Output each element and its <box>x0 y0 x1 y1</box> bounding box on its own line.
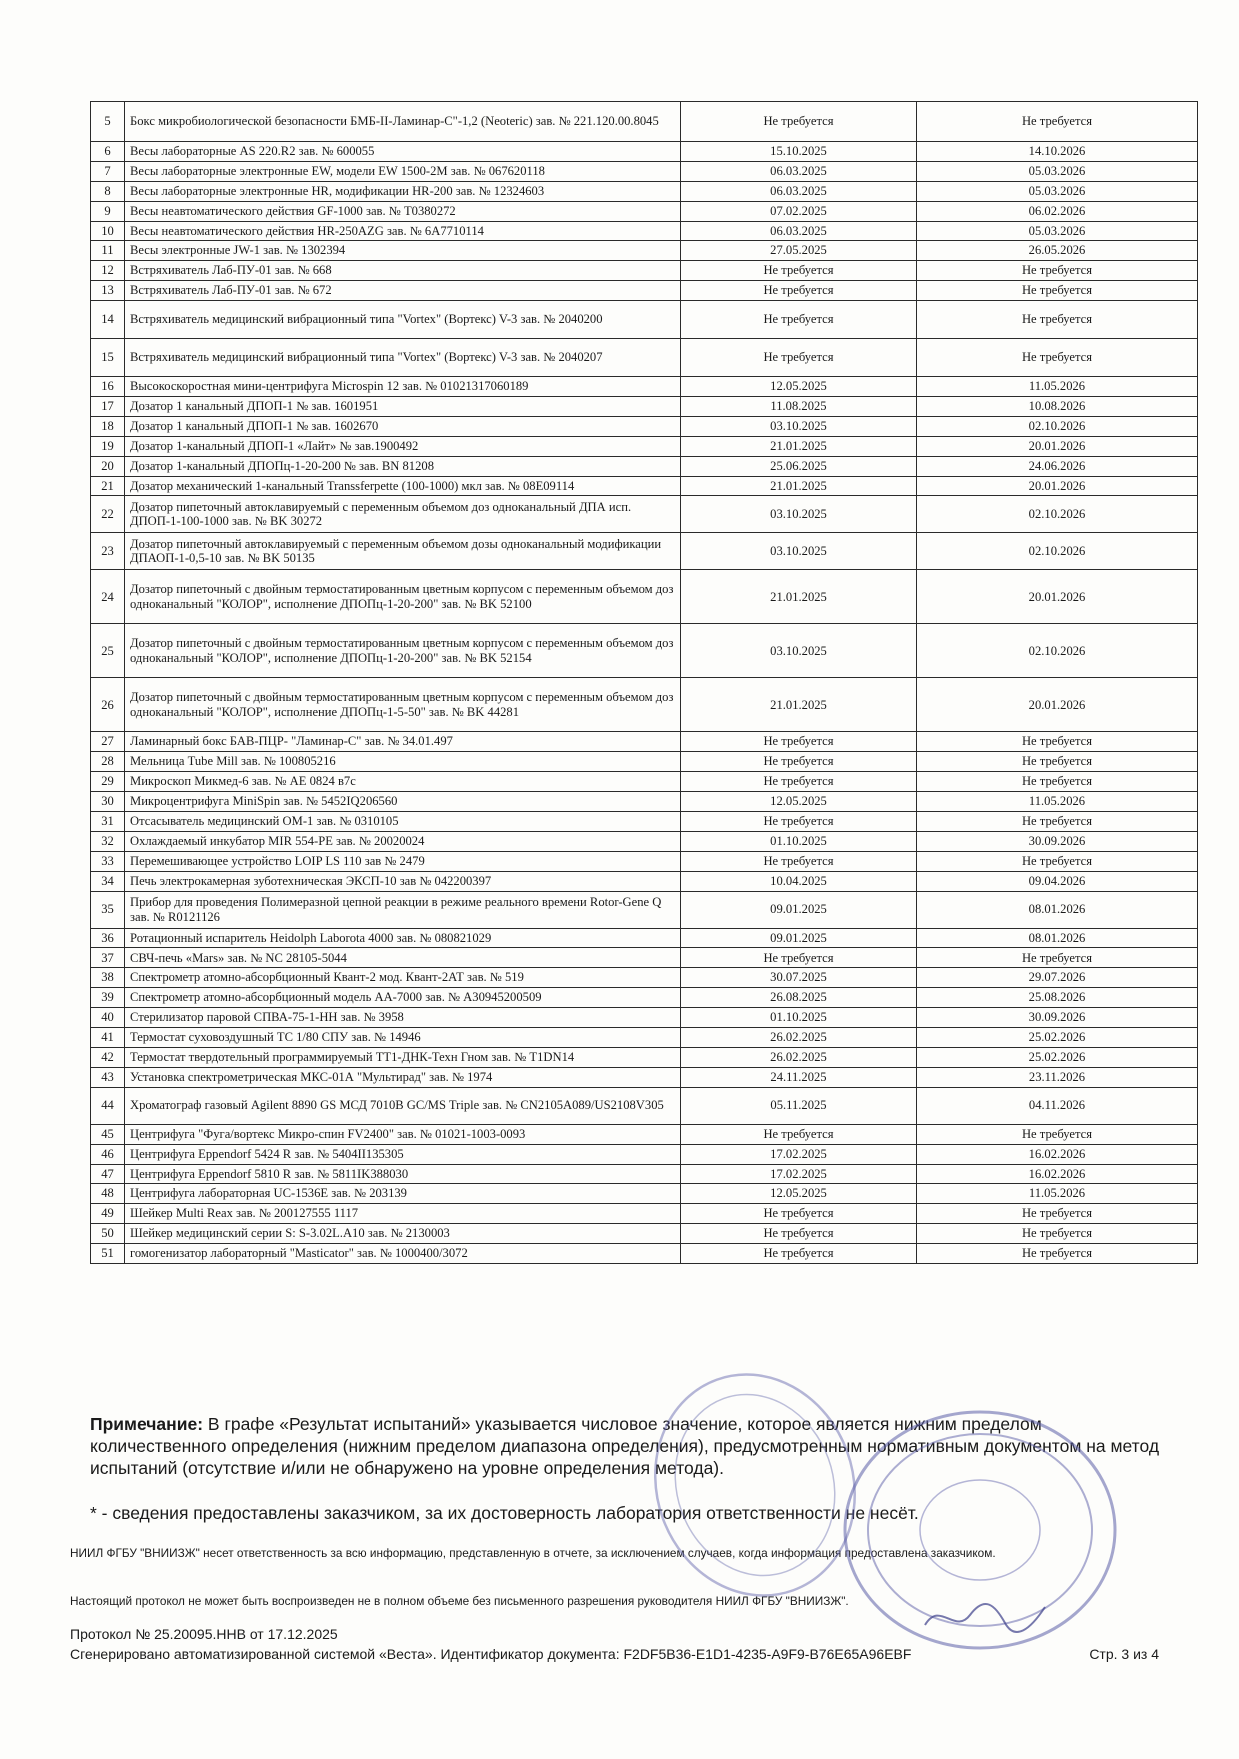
reproduction-disclaimer: Настоящий протокол не может быть воспроизведен не в полном объеме без письменного разрешения руководителя НИИЛ ФГБУ "ВНИИЗЖ". <box>70 1594 849 1608</box>
equipment-name: Охлаждаемый инкубатор MIR 554-PE зав. № 20020024 <box>125 831 681 851</box>
verification-date: 12.05.2025 <box>681 1184 917 1204</box>
row-number: 47 <box>91 1164 125 1184</box>
valid-until-date: 20.01.2026 <box>917 570 1198 624</box>
valid-until-date: Не требуется <box>917 812 1198 832</box>
valid-until-date: 08.01.2026 <box>917 891 1198 928</box>
verification-date: Не требуется <box>681 281 917 301</box>
equipment-name: Спектрометр атомно-абсорбционный модель AA-7000 зав. № A30945200509 <box>125 988 681 1008</box>
row-number: 32 <box>91 831 125 851</box>
table-row <box>91 142 1198 162</box>
table-row <box>91 792 1198 812</box>
row-number: 50 <box>91 1224 125 1244</box>
row-number: 15 <box>91 339 125 377</box>
row-number: 12 <box>91 261 125 281</box>
generated-by: Сгенерировано автоматизированной системой «Веста». Идентификатор документа: F2DF5B36-E1D1-4235-A9F9-B76E65A96EBF <box>70 1646 912 1662</box>
row-number: 20 <box>91 456 125 476</box>
equipment-name: Встряхиватель медицинский вибрационный типа "Vortex" (Вортекс) V-3 зав. № 2040207 <box>125 339 681 377</box>
verification-date: 06.03.2025 <box>681 221 917 241</box>
table-row <box>91 891 1198 928</box>
table-row <box>91 570 1198 624</box>
verification-date: Не требуется <box>681 948 917 968</box>
verification-date: Не требуется <box>681 301 917 339</box>
note-text: В графе «Результат испытаний» указывается числовое значение, которое является нижним пределом количественного определения (нижним пределом диапазона определения), предусмотренным нормативным документом на метод испытаний (отсутствие и/или не обнаружено на уровне определения метода). <box>90 1414 1160 1479</box>
table-row <box>91 1008 1198 1028</box>
table-row <box>91 261 1198 281</box>
verification-date: 03.10.2025 <box>681 416 917 436</box>
equipment-name: Установка спектрометрическая МКС-01А "Мультирад" зав. № 1974 <box>125 1067 681 1087</box>
row-number: 42 <box>91 1047 125 1067</box>
row-number: 45 <box>91 1124 125 1144</box>
equipment-name: гомогенизатор лабораторный "Masticator" зав. № 1000400/3072 <box>125 1244 681 1264</box>
equipment-name: Центрифуга лабораторная UC-1536E зав. № 203139 <box>125 1184 681 1204</box>
row-number: 43 <box>91 1067 125 1087</box>
row-number: 21 <box>91 476 125 496</box>
table-row <box>91 871 1198 891</box>
responsibility-disclaimer: НИИЛ ФГБУ "ВНИИЗЖ" несет ответственность за всю информацию, представленную в отчете, за исключением случаев, когда информация предоставлена заказчиком. <box>70 1546 996 1560</box>
row-number: 10 <box>91 221 125 241</box>
valid-until-date: 11.05.2026 <box>917 377 1198 397</box>
table-row <box>91 851 1198 871</box>
valid-until-date: 09.04.2026 <box>917 871 1198 891</box>
valid-until-date: 02.10.2026 <box>917 496 1198 533</box>
verification-date: 21.01.2025 <box>681 476 917 496</box>
valid-until-date: 05.03.2026 <box>917 161 1198 181</box>
valid-until-date: Не требуется <box>917 1244 1198 1264</box>
verification-date: 01.10.2025 <box>681 831 917 851</box>
equipment-name: Дозатор пипеточный с двойным термостатированным цветным корпусом с переменным объемом доз одноканальный "КОЛОР", исполнение ДПОПц-1-20-200" зав. № BK 52100 <box>125 570 681 624</box>
equipment-name: Шейкер Multi Reax зав. № 200127555 1117 <box>125 1204 681 1224</box>
table-row <box>91 928 1198 948</box>
row-number: 37 <box>91 948 125 968</box>
valid-until-date: Не требуется <box>917 1204 1198 1224</box>
valid-until-date: 25.08.2026 <box>917 988 1198 1008</box>
verification-date: Не требуется <box>681 851 917 871</box>
table-row <box>91 201 1198 221</box>
row-number: 44 <box>91 1087 125 1124</box>
row-number: 19 <box>91 436 125 456</box>
equipment-name: Ламинарный бокс БАВ-ПЦР- "Ламинар-С" зав. № 34.01.497 <box>125 732 681 752</box>
table-row <box>91 161 1198 181</box>
verification-date: Не требуется <box>681 772 917 792</box>
table-row <box>91 1124 1198 1144</box>
equipment-name: Шейкер медицинский серии S: S-3.02L.A10 зав. № 2130003 <box>125 1224 681 1244</box>
table-row <box>91 1087 1198 1124</box>
table-row <box>91 1224 1198 1244</box>
customer-note: * - сведения предоставлены заказчиком, за их достоверность лаборатория ответственности не несёт. <box>90 1503 919 1523</box>
valid-until-date: 08.01.2026 <box>917 928 1198 948</box>
valid-until-date: Не требуется <box>917 281 1198 301</box>
verification-date: Не требуется <box>681 812 917 832</box>
row-number: 16 <box>91 377 125 397</box>
equipment-name: Бокс микробиологической безопасности БМБ-II-Ламинар-С"-1,2 (Neoteric) зав. № 221.120.00.8045 <box>125 102 681 142</box>
valid-until-date: 30.09.2026 <box>917 1008 1198 1028</box>
verification-date: Не требуется <box>681 339 917 377</box>
row-number: 31 <box>91 812 125 832</box>
verification-date: 01.10.2025 <box>681 1008 917 1028</box>
verification-date: 09.01.2025 <box>681 928 917 948</box>
row-number: 14 <box>91 301 125 339</box>
table-row <box>91 948 1198 968</box>
table-row <box>91 496 1198 533</box>
table-row <box>91 377 1198 397</box>
equipment-name: Печь электрокамерная зуботехническая ЭКСП-10 зав № 042200397 <box>125 871 681 891</box>
equipment-name: Дозатор пипеточный автоклавируемый с переменным объемом дозы одноканальный модификации ДПАОП-1-0,5-10 зав. № BK 50135 <box>125 533 681 570</box>
lab-seal-icon <box>640 1360 870 1610</box>
row-number: 22 <box>91 496 125 533</box>
row-number: 49 <box>91 1204 125 1224</box>
table-row <box>91 678 1198 732</box>
table-row <box>91 416 1198 436</box>
equipment-name: Микроцентрифуга MiniSpin зав. № 5452IQ206560 <box>125 792 681 812</box>
valid-until-date: 10.08.2026 <box>917 397 1198 417</box>
valid-until-date: 02.10.2026 <box>917 533 1198 570</box>
verification-date: 11.08.2025 <box>681 397 917 417</box>
valid-until-date: 16.02.2026 <box>917 1164 1198 1184</box>
row-number: 41 <box>91 1028 125 1048</box>
equipment-name: Дозатор 1 канальный ДПОП-1 № зав. 1602670 <box>125 416 681 436</box>
verification-date: 21.01.2025 <box>681 570 917 624</box>
verification-date: 03.10.2025 <box>681 624 917 678</box>
valid-until-date: 20.01.2026 <box>917 678 1198 732</box>
row-number: 48 <box>91 1184 125 1204</box>
valid-until-date: Не требуется <box>917 752 1198 772</box>
equipment-name: Хроматограф газовый Agilent 8890 GS МСД 7010B GC/MS Triple зав. № CN2105A089/US2108V305 <box>125 1087 681 1124</box>
verification-date: 15.10.2025 <box>681 142 917 162</box>
valid-until-date: 06.02.2026 <box>917 201 1198 221</box>
table-row <box>91 281 1198 301</box>
equipment-name: Дозатор пипеточный автоклавируемый с переменным объемом доз одноканальный ДПА исп. ДПОП-1-100-1000 зав. № BK 30272 <box>125 496 681 533</box>
verification-date: Не требуется <box>681 1224 917 1244</box>
equipment-name: Дозатор 1 канальный ДПОП-1 № зав. 1601951 <box>125 397 681 417</box>
row-number: 36 <box>91 928 125 948</box>
row-number: 25 <box>91 624 125 678</box>
table-row <box>91 1028 1198 1048</box>
table-row <box>91 812 1198 832</box>
valid-until-date: 04.11.2026 <box>917 1087 1198 1124</box>
verification-date: 03.10.2025 <box>681 496 917 533</box>
note-paragraph <box>90 1413 1160 1479</box>
valid-until-date: 25.02.2026 <box>917 1047 1198 1067</box>
verification-date: Не требуется <box>681 732 917 752</box>
row-number: 34 <box>91 871 125 891</box>
verification-date: 17.02.2025 <box>681 1144 917 1164</box>
valid-until-date: Не требуется <box>917 772 1198 792</box>
verification-date: 12.05.2025 <box>681 792 917 812</box>
equipment-name: Прибор для проведения Полимеразной цепной реакции в режиме реального времени Rotor-Gene Q зав. № R0121126 <box>125 891 681 928</box>
valid-until-date: Не требуется <box>917 851 1198 871</box>
valid-until-date: 02.10.2026 <box>917 416 1198 436</box>
valid-until-date: Не требуется <box>917 948 1198 968</box>
row-number: 27 <box>91 732 125 752</box>
valid-until-date: Не требуется <box>917 102 1198 142</box>
equipment-name: Весы лабораторные электронные EW, модели EW 1500-2M зав. № 067620118 <box>125 161 681 181</box>
verification-date: 25.06.2025 <box>681 456 917 476</box>
valid-until-date: 11.05.2026 <box>917 1184 1198 1204</box>
equipment-name: Спектрометр атомно-абсорбционный Квант-2 мод. Квант-2АТ зав. № 519 <box>125 968 681 988</box>
verification-date: 06.03.2025 <box>681 161 917 181</box>
equipment-name: Отсасыватель медицинский ОМ-1 зав. № 0310105 <box>125 812 681 832</box>
table-row <box>91 533 1198 570</box>
valid-until-date: Не требуется <box>917 339 1198 377</box>
equipment-name: Термостат твердотельный программируемый ТТ1-ДНК-Техн Гном зав. № T1DN14 <box>125 1047 681 1067</box>
equipment-name: Весы неавтоматического действия HR-250AZG зав. № 6A7710114 <box>125 221 681 241</box>
protocol-number: Протокол № 25.20095.ННВ от 17.12.2025 <box>70 1626 338 1642</box>
equipment-name: СВЧ-печь «Mars» зав. № NC 28105-5044 <box>125 948 681 968</box>
row-number: 23 <box>91 533 125 570</box>
valid-until-date: 24.06.2026 <box>917 456 1198 476</box>
table-row <box>91 476 1198 496</box>
verification-date: Не требуется <box>681 1204 917 1224</box>
valid-until-date: 26.05.2026 <box>917 241 1198 261</box>
equipment-table-body <box>91 102 1198 1264</box>
verification-date: 10.04.2025 <box>681 871 917 891</box>
row-number: 7 <box>91 161 125 181</box>
verification-date: 27.05.2025 <box>681 241 917 261</box>
table-row <box>91 1047 1198 1067</box>
valid-until-date: 02.10.2026 <box>917 624 1198 678</box>
verification-date: Не требуется <box>681 1124 917 1144</box>
note-label: Примечание: <box>90 1414 204 1434</box>
verification-date: Не требуется <box>681 752 917 772</box>
verification-date: Не требуется <box>681 261 917 281</box>
row-number: 11 <box>91 241 125 261</box>
verification-date: 26.08.2025 <box>681 988 917 1008</box>
equipment-name: Дозатор 1-канальный ДПОПц-1-20-200 № зав. BN 81208 <box>125 456 681 476</box>
verification-date: 17.02.2025 <box>681 1164 917 1184</box>
row-number: 39 <box>91 988 125 1008</box>
verification-date: 24.11.2025 <box>681 1067 917 1087</box>
verification-date: Не требуется <box>681 1244 917 1264</box>
row-number: 8 <box>91 181 125 201</box>
row-number: 38 <box>91 968 125 988</box>
equipment-name: Высокоскоростная мини-центрифуга Microspin 12 зав. № 01021317060189 <box>125 377 681 397</box>
equipment-name: Термостат суховоздушный ТС 1/80 СПУ зав. № 14946 <box>125 1028 681 1048</box>
equipment-name: Встряхиватель медицинский вибрационный типа "Vortex" (Вортекс) V-3 зав. № 2040200 <box>125 301 681 339</box>
equipment-name: Дозатор механический 1-канальный Transsferpette (100-1000) мкл зав. № 08E09114 <box>125 476 681 496</box>
table-row <box>91 831 1198 851</box>
table-row <box>91 1184 1198 1204</box>
verification-date: 06.03.2025 <box>681 181 917 201</box>
table-row <box>91 772 1198 792</box>
valid-until-date: Не требуется <box>917 732 1198 752</box>
table-row <box>91 1204 1198 1224</box>
equipment-name: Дозатор пипеточный с двойным термостатированным цветным корпусом с переменным объемом доз одноканальный "КОЛОР", исполнение ДПОПц-1-20-200" зав. № BK 52154 <box>125 624 681 678</box>
table-row <box>91 1164 1198 1184</box>
row-number: 13 <box>91 281 125 301</box>
table-row <box>91 102 1198 142</box>
valid-until-date: 25.02.2026 <box>917 1028 1198 1048</box>
row-number: 26 <box>91 678 125 732</box>
verification-date: 26.02.2025 <box>681 1047 917 1067</box>
equipment-name: Весы лабораторные электронные HR, модификации HR-200 зав. № 12324603 <box>125 181 681 201</box>
page-number: Стр. 3 из 4 <box>1089 1646 1159 1662</box>
valid-until-date: 11.05.2026 <box>917 792 1198 812</box>
table-row <box>91 732 1198 752</box>
equipment-name: Весы неавтоматического действия GF-1000 зав. № T0380272 <box>125 201 681 221</box>
verification-date: 30.07.2025 <box>681 968 917 988</box>
valid-until-date: Не требуется <box>917 301 1198 339</box>
table-row <box>91 436 1198 456</box>
table-row <box>91 624 1198 678</box>
equipment-name: Центрифуга Eppendorf 5424 R зав. № 5404II135305 <box>125 1144 681 1164</box>
equipment-name: Перемешивающее устройство LOIP LS 110 зав № 2479 <box>125 851 681 871</box>
verification-date: 05.11.2025 <box>681 1087 917 1124</box>
row-number: 18 <box>91 416 125 436</box>
equipment-name: Дозатор пипеточный с двойным термостатированным цветным корпусом с переменным объемом доз одноканальный "КОЛОР", исполнение ДПОПц-1-5-50" зав. № BK 44281 <box>125 678 681 732</box>
row-number: 5 <box>91 102 125 142</box>
equipment-name: Весы лабораторные AS 220.R2 зав. № 600055 <box>125 142 681 162</box>
valid-until-date: 20.01.2026 <box>917 476 1198 496</box>
valid-until-date: 05.03.2026 <box>917 181 1198 201</box>
row-number: 51 <box>91 1244 125 1264</box>
equipment-table <box>90 101 1198 1264</box>
valid-until-date: Не требуется <box>917 261 1198 281</box>
table-row <box>91 1067 1198 1087</box>
equipment-name: Стерилизатор паровой СПВА-75-1-НН зав. № 3958 <box>125 1008 681 1028</box>
table-row <box>91 397 1198 417</box>
row-number: 35 <box>91 891 125 928</box>
valid-until-date: Не требуется <box>917 1224 1198 1244</box>
equipment-name: Весы электронные JW-1 зав. № 1302394 <box>125 241 681 261</box>
valid-until-date: 30.09.2026 <box>917 831 1198 851</box>
valid-until-date: 16.02.2026 <box>917 1144 1198 1164</box>
equipment-name: Встряхиватель Лаб-ПУ-01 зав. № 672 <box>125 281 681 301</box>
row-number: 17 <box>91 397 125 417</box>
table-row <box>91 968 1198 988</box>
table-row <box>91 301 1198 339</box>
row-number: 28 <box>91 752 125 772</box>
valid-until-date: Не требуется <box>917 1124 1198 1144</box>
table-row <box>91 1244 1198 1264</box>
verification-date: 26.02.2025 <box>681 1028 917 1048</box>
verification-date: Не требуется <box>681 102 917 142</box>
row-number: 33 <box>91 851 125 871</box>
valid-until-date: 23.11.2026 <box>917 1067 1198 1087</box>
table-row <box>91 221 1198 241</box>
table-row <box>91 181 1198 201</box>
table-row <box>91 752 1198 772</box>
row-number: 29 <box>91 772 125 792</box>
table-row <box>91 241 1198 261</box>
table-row <box>91 339 1198 377</box>
equipment-name: Дозатор 1-канальный ДПОП-1 «Лайт» № зав.1900492 <box>125 436 681 456</box>
table-row <box>91 456 1198 476</box>
valid-until-date: 20.01.2026 <box>917 436 1198 456</box>
valid-until-date: 29.07.2026 <box>917 968 1198 988</box>
equipment-name: Микроскоп Микмед-6 зав. № AE 0824 в7с <box>125 772 681 792</box>
row-number: 40 <box>91 1008 125 1028</box>
verification-date: 07.02.2025 <box>681 201 917 221</box>
row-number: 9 <box>91 201 125 221</box>
equipment-name: Встряхиватель Лаб-ПУ-01 зав. № 668 <box>125 261 681 281</box>
verification-date: 09.01.2025 <box>681 891 917 928</box>
table-row <box>91 1144 1198 1164</box>
verification-date: 12.05.2025 <box>681 377 917 397</box>
equipment-name: Центрифуга "Фуга/вортекс Микро-спин FV2400" зав. № 01021-1003-0093 <box>125 1124 681 1144</box>
verification-date: 03.10.2025 <box>681 533 917 570</box>
valid-until-date: 05.03.2026 <box>917 221 1198 241</box>
verification-date: 21.01.2025 <box>681 678 917 732</box>
valid-until-date: 14.10.2026 <box>917 142 1198 162</box>
equipment-name: Ротационный испаритель Heidolph Laborota 4000 зав. № 080821029 <box>125 928 681 948</box>
table-row <box>91 988 1198 1008</box>
row-number: 30 <box>91 792 125 812</box>
row-number: 24 <box>91 570 125 624</box>
verification-date: 21.01.2025 <box>681 436 917 456</box>
equipment-name: Центрифуга Eppendorf 5810 R зав. № 5811IK388030 <box>125 1164 681 1184</box>
equipment-name: Мельница Tube Mill зав. № 100805216 <box>125 752 681 772</box>
row-number: 6 <box>91 142 125 162</box>
row-number: 46 <box>91 1144 125 1164</box>
